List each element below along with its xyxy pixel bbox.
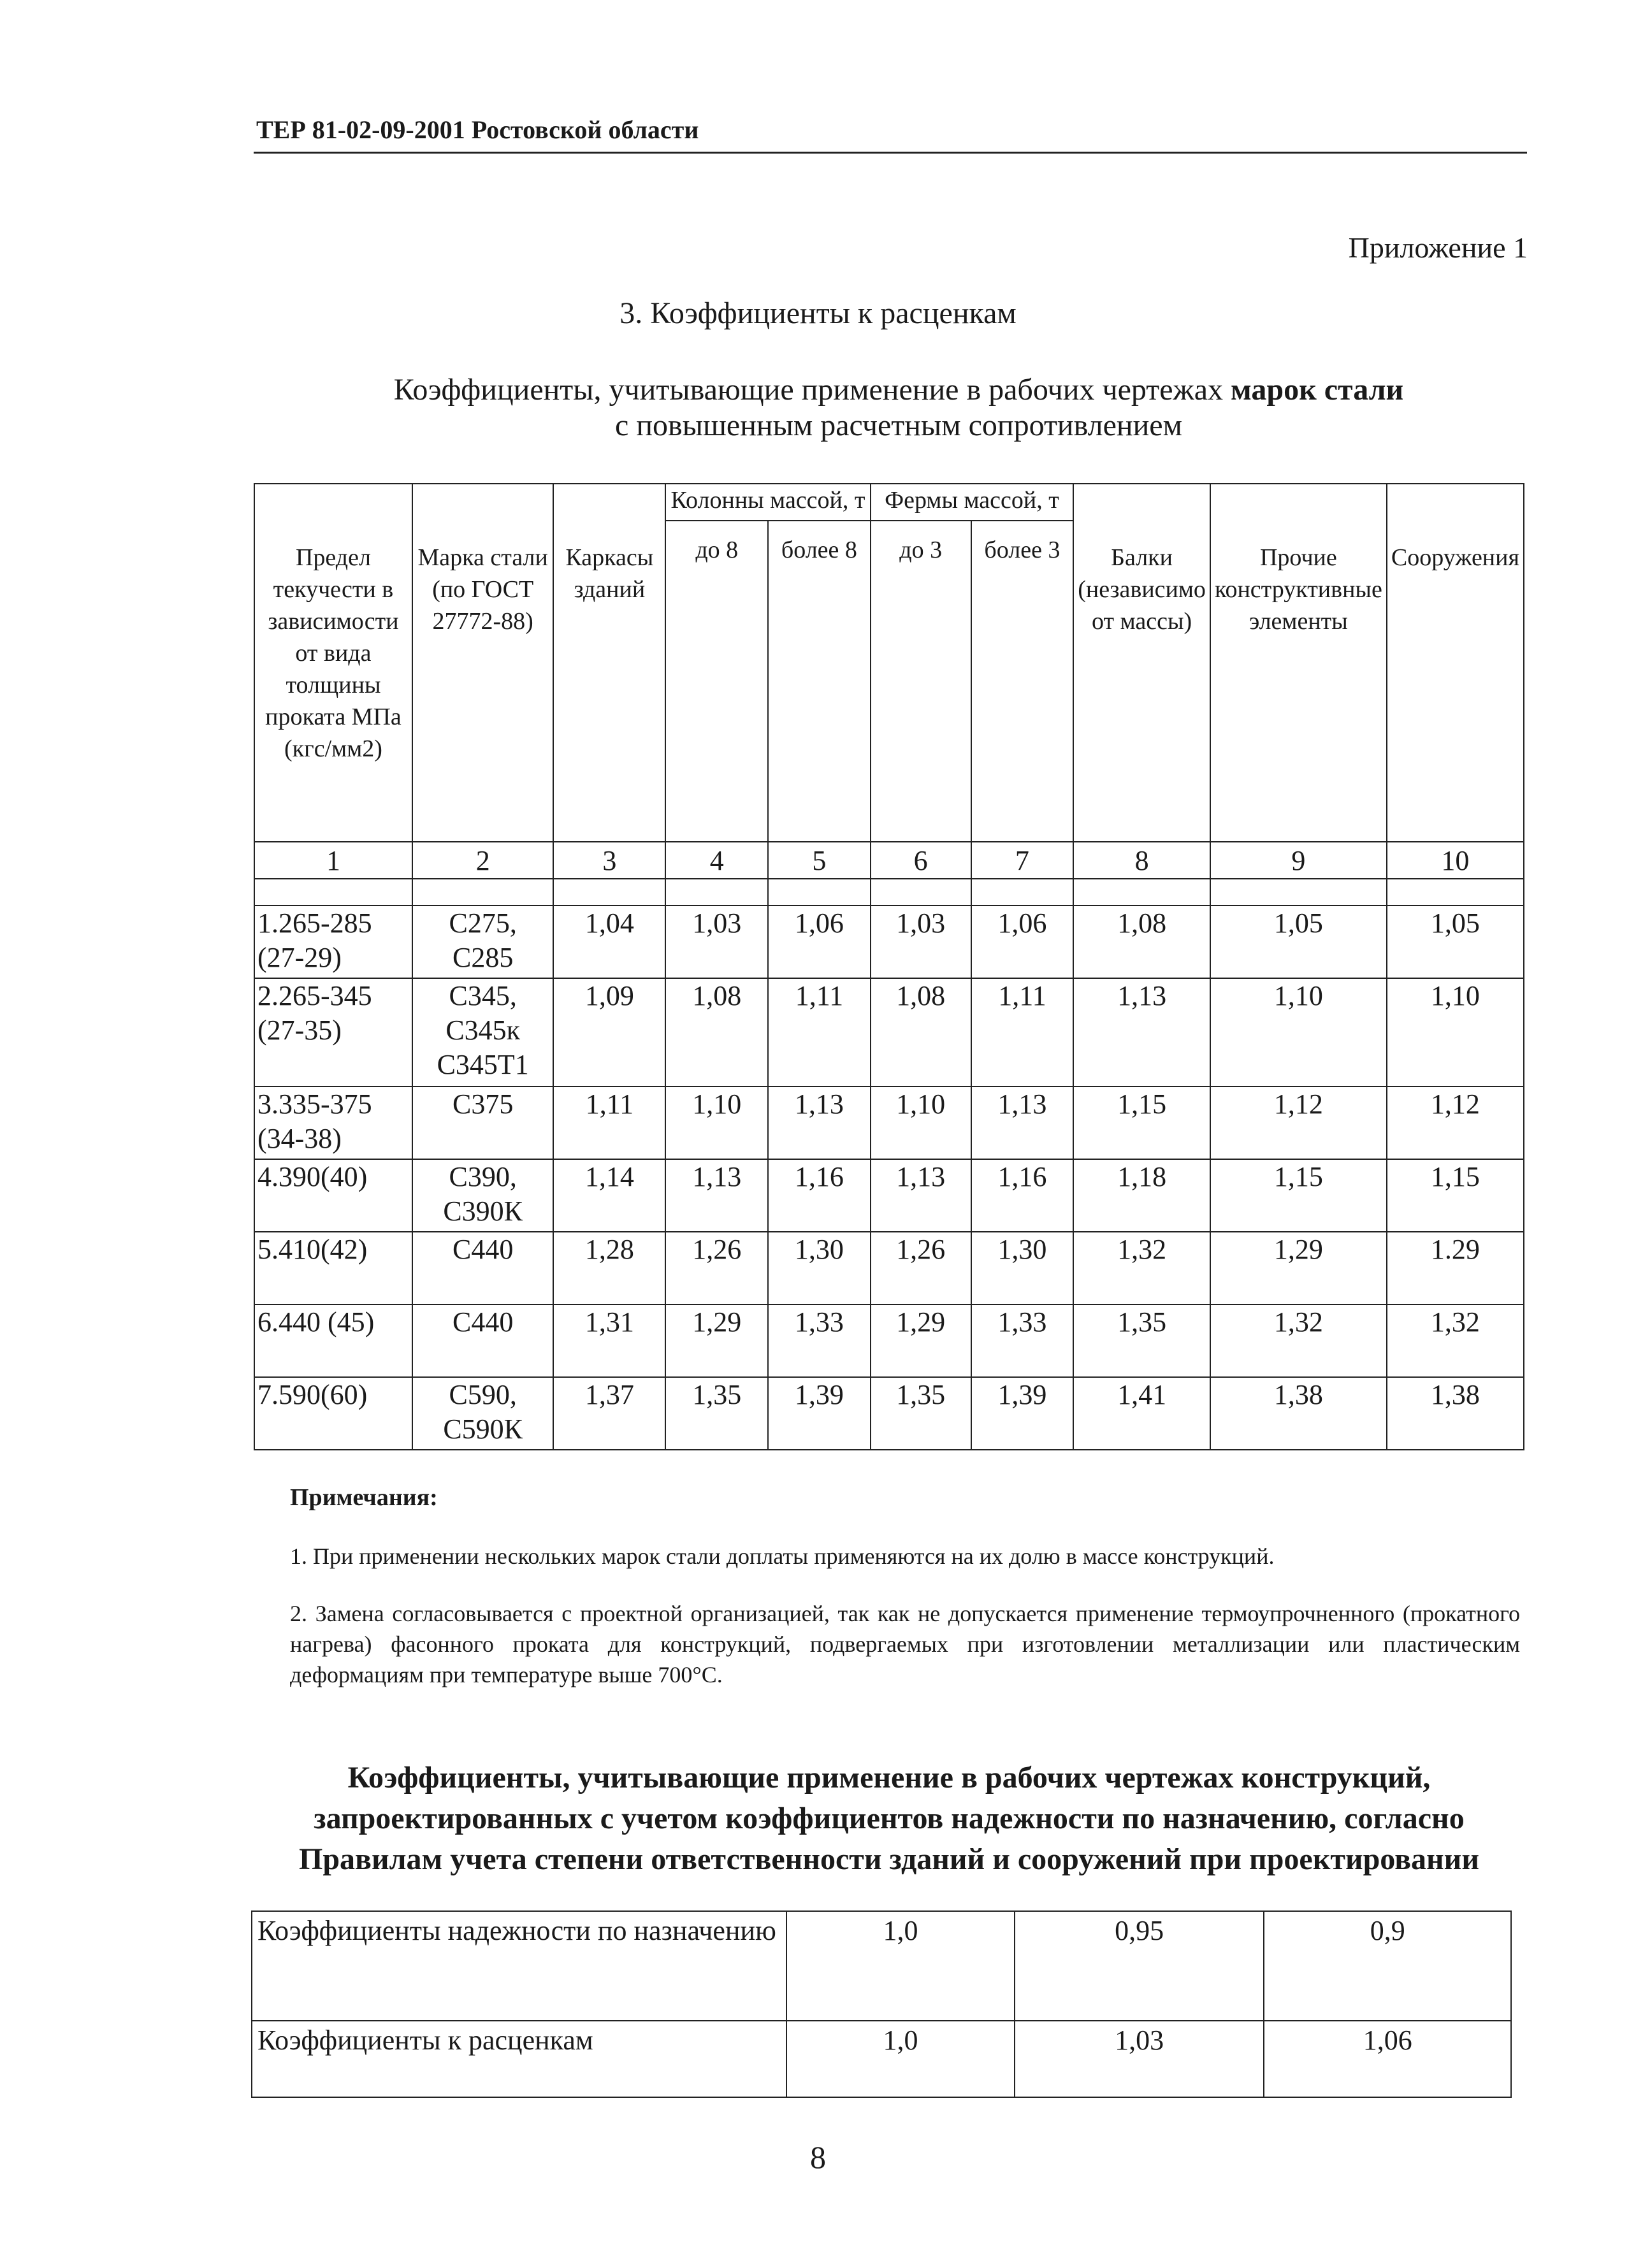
yield-strength-cell: 3.335-375 (34-38) <box>254 1087 412 1159</box>
steel-grade-cell: С275, С285 <box>412 906 554 978</box>
note-1: 1. При применении нескольких марок стали доплаты применяются на их долю в массе конструкций. <box>290 1543 1275 1569</box>
header-structures: Сооружения <box>1387 484 1524 842</box>
coefficient-cell: 1,08 <box>665 978 768 1087</box>
coefficient-cell: 1.29 <box>1387 1232 1524 1304</box>
table-row <box>252 1911 1511 2021</box>
table1-title-line2: с повышенным расчетным сопротивлением <box>615 408 1182 442</box>
coefficient-cell: 1,39 <box>768 1377 871 1450</box>
column-number: 8 <box>1073 842 1210 879</box>
coefficient-cell: 1,04 <box>553 906 665 978</box>
coefficient-cell: 1,15 <box>1387 1159 1524 1232</box>
column-number: 7 <box>971 842 1074 879</box>
column-number: 1 <box>254 842 412 879</box>
coefficient-cell: 1,05 <box>1387 906 1524 978</box>
coefficient-cell: 1,35 <box>1073 1304 1210 1377</box>
yield-strength-cell: 2.265-345 (27-35) <box>254 978 412 1087</box>
coefficient-cell: 1,03 <box>871 906 971 978</box>
steel-grade-cell: С440 <box>412 1232 554 1304</box>
coefficient-cell: 1,29 <box>871 1304 971 1377</box>
coefficient-cell: 1,09 <box>553 978 665 1087</box>
yield-strength-cell: 7.590(60) <box>254 1377 412 1450</box>
table1-title-bold: марок стали <box>1231 373 1404 407</box>
header-columns-group: Колонны массой, т <box>665 484 870 521</box>
header-steel-grade: Марка стали (по ГОСТ 27772-88) <box>412 484 554 842</box>
coefficient-cell: 1,05 <box>1210 906 1387 978</box>
header-columns-over-8: более 8 <box>768 521 871 842</box>
coefficient-cell: 1,10 <box>665 1087 768 1159</box>
appendix-label: Приложение 1 <box>1348 231 1528 264</box>
coefficient-cell: 1,14 <box>553 1159 665 1232</box>
table-row <box>254 1087 1524 1159</box>
coefficient-cell: 1,39 <box>971 1377 1074 1450</box>
coefficient-cell: 1,37 <box>553 1377 665 1450</box>
coefficient-cell: 1,32 <box>1210 1304 1387 1377</box>
coefficient-cell: 1,32 <box>1387 1304 1524 1377</box>
table-row <box>254 906 1524 978</box>
coefficient-cell: 1,10 <box>1387 978 1524 1087</box>
coefficient-cell: 1,30 <box>768 1232 871 1304</box>
coefficient-cell: 1,10 <box>1210 978 1387 1087</box>
column-number: 4 <box>665 842 768 879</box>
coefficient-cell: 1,26 <box>871 1232 971 1304</box>
document-header: ТЕР 81-02-09-2001 Ростовской области <box>256 115 699 144</box>
cell-value: 1,06 <box>1264 2021 1511 2097</box>
header-trusses-group: Фермы массой, т <box>871 484 1074 521</box>
coefficient-cell: 1,15 <box>1210 1159 1387 1232</box>
cell-value: 0,95 <box>1015 1911 1264 2021</box>
coefficient-cell: 1,08 <box>1073 906 1210 978</box>
coefficient-cell: 1,33 <box>768 1304 871 1377</box>
coefficient-cell: 1,08 <box>871 978 971 1087</box>
header-beams: Балки (независимо от массы) <box>1073 484 1210 842</box>
header-building-frames: Каркасы зданий <box>553 484 665 842</box>
coefficient-cell: 1,06 <box>971 906 1074 978</box>
steel-coefficients-table <box>254 483 1524 1450</box>
table-row <box>252 2021 1511 2097</box>
section-title: 3. Коэффициенты к расценкам <box>619 296 1017 330</box>
coefficient-cell: 1,11 <box>553 1087 665 1159</box>
header-rule <box>254 152 1527 154</box>
coefficient-cell: 1,29 <box>665 1304 768 1377</box>
column-number: 3 <box>553 842 665 879</box>
note-2: 2. Замена согласовывается с проектной организацией, так как не допускается применение термоупрочненного (прокатного нагрева) фасонного проката для конструкций, подвергаемых при изготовлении металлизации или пластическим деформациям при температуре выше 700°С. <box>290 1601 1520 1687</box>
coefficient-cell: 1,13 <box>768 1087 871 1159</box>
notes-title: Примечания: <box>290 1484 438 1511</box>
coefficient-cell: 1,32 <box>1073 1232 1210 1304</box>
coefficient-cell: 1,12 <box>1210 1087 1387 1159</box>
steel-grade-cell: С345, С345к С345Т1 <box>412 978 554 1087</box>
yield-strength-cell: 4.390(40) <box>254 1159 412 1232</box>
table-row <box>254 978 1524 1087</box>
coefficient-cell: 1,11 <box>768 978 871 1087</box>
coefficient-cell: 1,10 <box>871 1087 971 1159</box>
coefficient-cell: 1,13 <box>665 1159 768 1232</box>
coefficient-cell: 1,28 <box>553 1232 665 1304</box>
header-yield-strength: Предел текучести в зависимости от вида толщины проката МПа (кгс/мм2) <box>254 484 412 842</box>
table-row <box>254 1232 1524 1304</box>
coefficient-cell: 1,13 <box>1073 978 1210 1087</box>
header-trusses-up-to-3: до 3 <box>871 521 971 842</box>
coefficient-cell: 1,41 <box>1073 1377 1210 1450</box>
page-number: 8 <box>810 2139 826 2175</box>
row-label: Коэффициенты надежности по назначению <box>252 1911 786 2021</box>
column-number: 5 <box>768 842 871 879</box>
coefficient-cell: 1,26 <box>665 1232 768 1304</box>
coefficient-cell: 1,06 <box>768 906 871 978</box>
coefficient-cell: 1,13 <box>971 1087 1074 1159</box>
table-row <box>254 1159 1524 1232</box>
coefficient-cell: 1,35 <box>665 1377 768 1450</box>
header-other-elements: Прочие конструктивные элементы <box>1210 484 1387 842</box>
cell-value: 0,9 <box>1264 1911 1511 2021</box>
yield-strength-cell: 5.410(42) <box>254 1232 412 1304</box>
coefficient-cell: 1,16 <box>768 1159 871 1232</box>
header-columns-up-to-8: до 8 <box>665 521 768 842</box>
spacer-row <box>254 879 1524 906</box>
coefficient-cell: 1,35 <box>871 1377 971 1450</box>
coefficient-cell: 1,11 <box>971 978 1074 1087</box>
coefficient-cell: 1,12 <box>1387 1087 1524 1159</box>
coefficient-cell: 1,15 <box>1073 1087 1210 1159</box>
column-number: 2 <box>412 842 554 879</box>
coefficient-cell: 1,29 <box>1210 1232 1387 1304</box>
reliability-coefficients-table <box>251 1910 1512 2098</box>
coefficient-cell: 1,03 <box>665 906 768 978</box>
table-row <box>254 1304 1524 1377</box>
table-row <box>254 1377 1524 1450</box>
coefficient-cell: 1,38 <box>1387 1377 1524 1450</box>
yield-strength-cell: 6.440 (45) <box>254 1304 412 1377</box>
column-number: 9 <box>1210 842 1387 879</box>
steel-grade-cell: С440 <box>412 1304 554 1377</box>
steel-grade-cell: С390, С390К <box>412 1159 554 1232</box>
column-numbers-row <box>254 842 1524 879</box>
coefficient-cell: 1,38 <box>1210 1377 1387 1450</box>
column-number: 10 <box>1387 842 1524 879</box>
coefficient-cell: 1,18 <box>1073 1159 1210 1232</box>
yield-strength-cell: 1.265-285 (27-29) <box>254 906 412 978</box>
cell-value: 1,03 <box>1015 2021 1264 2097</box>
steel-grade-cell: С375 <box>412 1087 554 1159</box>
column-number: 6 <box>871 842 971 879</box>
cell-value: 1,0 <box>786 2021 1015 2097</box>
table1-title <box>268 372 1530 444</box>
coefficient-cell: 1,30 <box>971 1232 1074 1304</box>
coefficient-cell: 1,33 <box>971 1304 1074 1377</box>
steel-grade-cell: С590, С590К <box>412 1377 554 1450</box>
table1-title-part1: Коэффициенты, учитывающие применение в рабочих чертежах <box>393 373 1231 407</box>
coefficient-cell: 1,31 <box>553 1304 665 1377</box>
coefficient-cell: 1,13 <box>871 1159 971 1232</box>
row-label: Коэффициенты к расценкам <box>252 2021 786 2097</box>
table2-title: Коэффициенты, учитывающие применение в рабочих чертежах конструкций, запроектированных с учетом коэффициентов надежности по назначению, согласно Правилам учета степени ответственности зданий и сооружений при проектировании <box>299 1761 1479 1876</box>
cell-value: 1,0 <box>786 1911 1015 2021</box>
coefficient-cell: 1,16 <box>971 1159 1074 1232</box>
header-trusses-over-3: более 3 <box>971 521 1074 842</box>
